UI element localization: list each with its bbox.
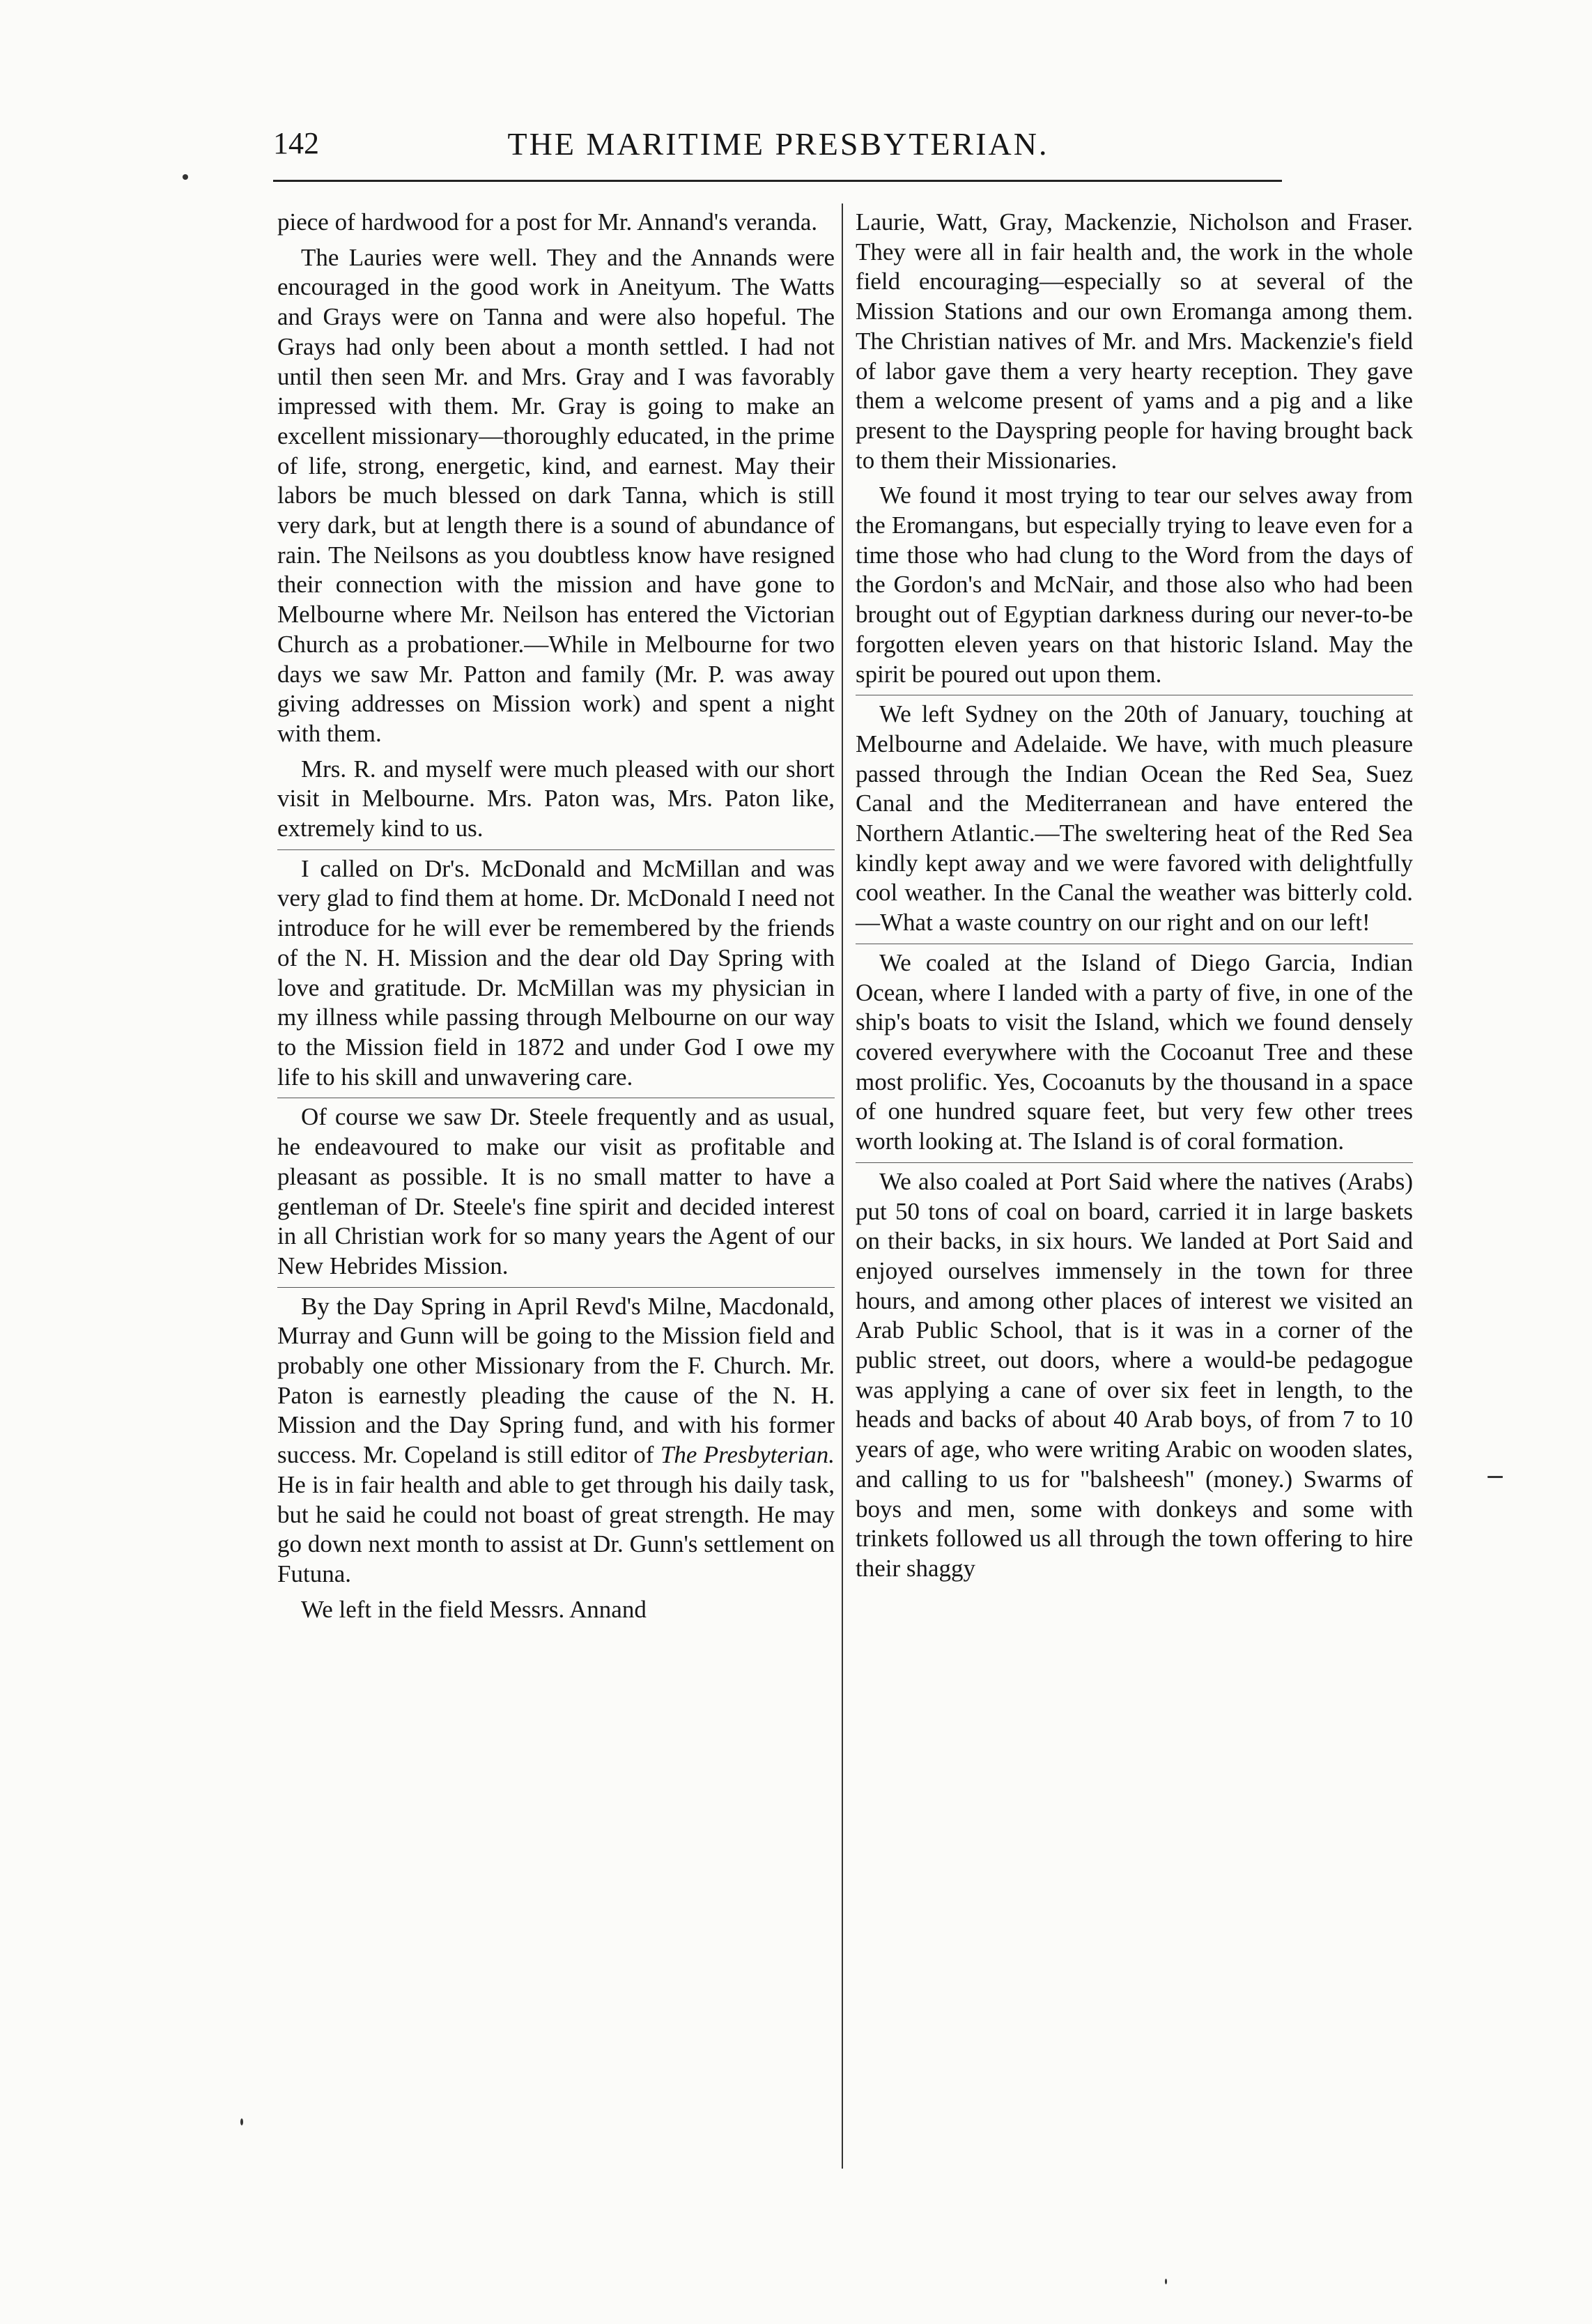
paragraph [277,1287,835,1590]
paragraph: piece of hardwood for a post for Mr. Annand's veranda. [277,208,818,236]
paragraph: We left Sydney on the 20th of January, touching at Melbourne and Adelaide. We have, with much pleasure passed through the Indian Ocean the Red Sea, Suez Canal and the Mediterranean and have entered the Northern Atlantic.—The sweltering heat of the Red Sea kindly kept away and we were favored with delightfully cool weather. In the Canal the weather was bitterly cold.—What a waste country on our right and on our left! [856,695,1413,938]
right-column [856,208,1413,1590]
running-title: THE MARITIME PRESBYTERIAN. [507,126,1049,162]
print-speck [1165,2279,1167,2284]
print-speck [183,174,188,180]
publication-title: The Presbyterian. [660,1441,835,1469]
print-speck [240,2118,243,2125]
paragraph: I called on Dr's. McDonald and McMillan and was very glad to find them at home. Dr. McDonald I need not introduce for he will ever be remembered by the friends of the N. H. Mission and the dear old Day Spring with love and gratitude. Dr. McMillan was my physician in my illness while passing through Melbourne on our way to the Mission field in 1872 and under God I owe my life to his skill and unwavering care. [277,849,835,1093]
header-rule [273,180,1282,182]
page-header [273,125,1283,167]
paragraph-text: He is in fair health and able to get through his daily task, but he said he could not boast of great strength. He may go down next month to assist at Dr. Gunn's settlement on Futuna. [277,1470,835,1587]
paragraph: Of course we saw Dr. Steele frequently and as usual, he endeavoured to make our visit as profitable and pleasant as possible. It is no small matter to have a gentleman of Dr. Steele's fine spirit and decided interest in all Christian work for so many years the Agent of our New Hebrides Mission. [277,1098,835,1281]
paragraph: We found it most trying to tear our selves away from the Eromangans, but especially trying to leave even for a time those who had clung to the Word from the days of the Gordon's and McNair, and those also who had been brought out of Egyptian darkness during our never-to-be forgotten eleven years on that historic Island. May the spirit be poured out upon them. [856,482,1413,688]
column-divider [842,203,843,2169]
paragraph-text: By the Day Spring in April Revd's Milne, Macdonald, Murray and Gunn will be going to the Mission field and probably one other Missionary from the F. Church. Mr. Paton is earnestly pleading the cause of the N. H. Mission and the Day Spring fund, and with his former success. Mr. Copeland is still editor of [277,1292,835,1469]
left-column [277,208,835,1630]
paragraph: We also coaled at Port Said where the natives (Arabs) put 50 tons of coal on board, carried it in large baskets on their backs, in six hours. We landed at Port Said and enjoyed ourselves immensely in the town for three hours, and among other places of interest we visited an Arab Public School, that is it was in a corner of the public street, out doors, where a would-be pedagogue was applying a cane of over six feet in length, to the heads and backs of about 40 Arab boys, of from 7 to 10 years of age, who were writing Arabic on wooden slates, and calling to us for "balsheesh" (money.) Swarms of boys and men, some with donkeys and some with trinkets followed us all through the town offering to hire their shaggy [856,1162,1413,1584]
page-number: 142 [273,126,319,160]
paragraph: The Lauries were well. They and the Annands were encouraged in the good work in Aneityum. The Watts and Grays were on Tanna and were also hopeful. The Grays had only been about a month settled. I had not until then seen Mr. and Mrs. Gray and I was favorably impressed with them. Mr. Gray is going to make an excellent missionary—thoroughly educated, in the prime of life, strong, energetic, kind, and earnest. May their labors be much blessed on dark Tanna, which is still very dark, but at length there is a sound of abundance of rain. The Neilsons as you doubtless know have resigned their connection with the mission and have gone to Melbourne where Mr. Neilson has entered the Victorian Church as a probationer.—While in Melbourne for two days we saw Mr. Patton and family (Mr. P. was away giving addresses on Mission work) and spent a night with them. [277,243,835,747]
print-speck [1487,1476,1503,1478]
paragraph: Mrs. R. and myself were much pleased with our short visit in Melbourne. Mrs. Paton was, Mrs. Paton like, extremely kind to us. [277,755,835,842]
paragraph: We coaled at the Island of Diego Garcia, Indian Ocean, where I landed with a party of five, in one of the ship's boats to visit the Island, which we found densely covered everywhere with the Cocoanut Tree and these most prolific. Yes, Cocoanuts by the thousand in a space of one hundred square feet, but very few other trees worth looking at. The Island is of coral formation. [856,944,1413,1157]
paragraph: Laurie, Watt, Gray, Mackenzie, Nicholson and Fraser. They were all in fair health and, the work in the whole field encouraging—especially so at several of the Mission Stations and our own Eromanga among them. The Christian natives of Mr. and Mrs. Mackenzie's field of labor gave them a very hearty reception. They gave them a welcome present of yams and a pig and a like present to the Dayspring people for having brought back to them their Missionaries. [856,208,1413,474]
paragraph: We left in the field Messrs. Annand [301,1595,647,1623]
